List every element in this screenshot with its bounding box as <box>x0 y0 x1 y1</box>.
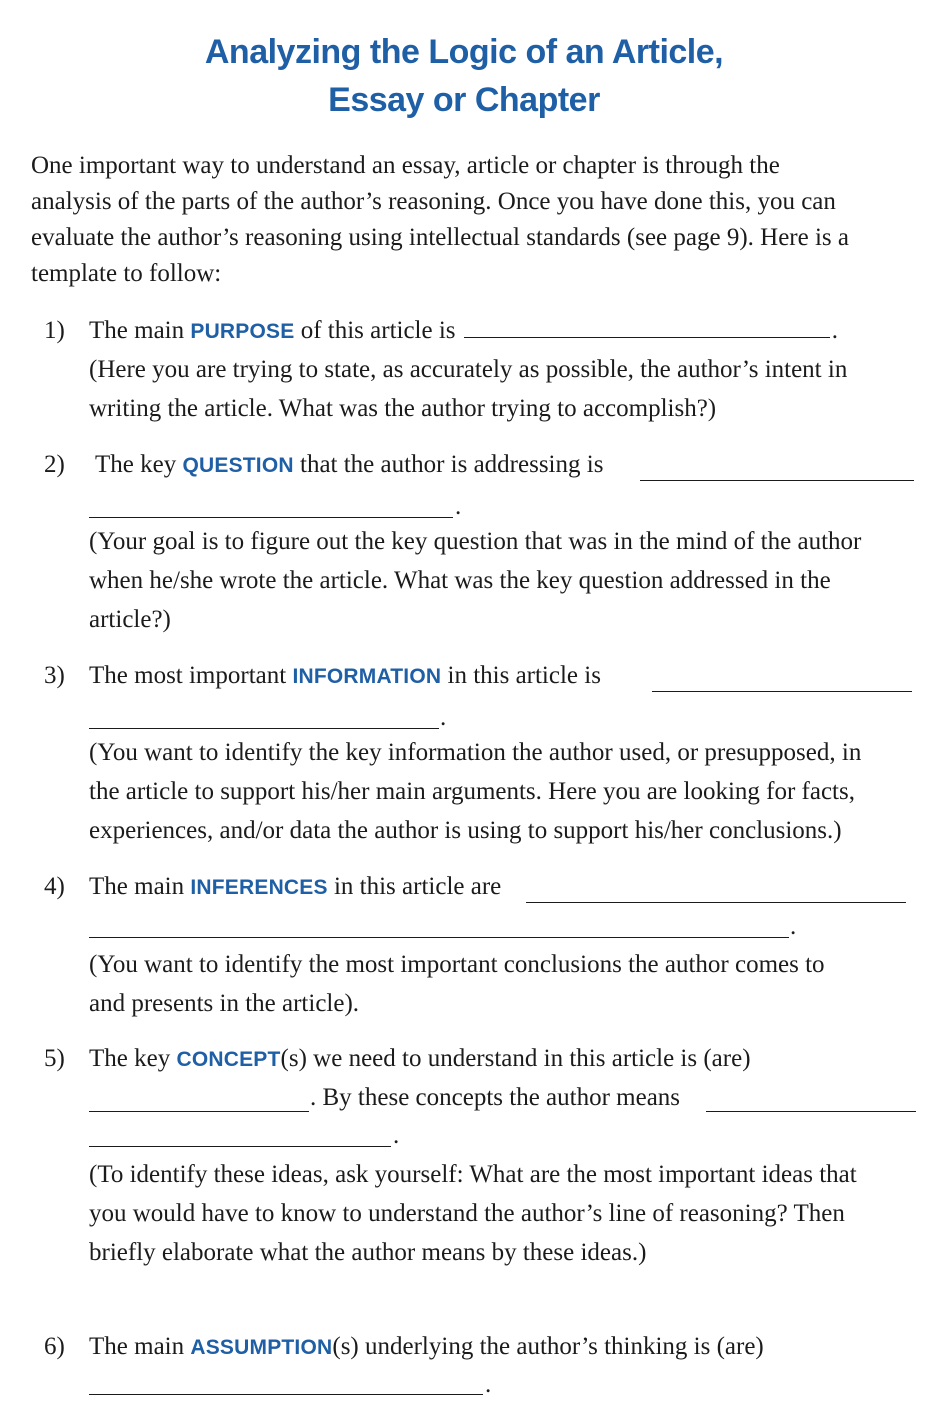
answer-blank[interactable] <box>89 1146 391 1147</box>
item-prompt <box>89 1328 764 1367</box>
answer-blank[interactable] <box>640 480 914 481</box>
item-prompt <box>89 312 838 351</box>
prompt-text: The main <box>89 317 185 344</box>
intro-paragraph <box>31 148 911 292</box>
keyword-question: QUESTION <box>182 454 294 477</box>
prompt-text: The most important <box>89 662 287 689</box>
keyword-information: INFORMATION <box>292 665 442 688</box>
period: . <box>790 913 797 940</box>
explanation-line: article?) <box>89 606 171 633</box>
page-title <box>0 28 928 124</box>
intro-line: One important way to understand an essay, article or chapter is through the <box>31 152 780 179</box>
period: . <box>455 493 462 520</box>
keyword-assumption: ASSUMPTION <box>190 1336 333 1359</box>
prompt-text: The main <box>89 873 185 900</box>
answer-blank[interactable] <box>652 691 912 692</box>
answer-blank[interactable] <box>89 1111 309 1112</box>
prompt-text: (s) underlying the author’s thinking is (are) <box>332 1333 764 1360</box>
prompt-text: The key <box>95 451 177 478</box>
period: . <box>831 317 839 344</box>
explanation-line: briefly elaborate what the author means by these ideas.) <box>89 1239 647 1266</box>
item-number: 4) <box>44 873 65 900</box>
prompt-text: of this article is <box>300 317 456 344</box>
item-number: 3) <box>44 662 65 689</box>
item-prompt <box>89 657 601 696</box>
prompt-text: in this article are <box>333 873 502 900</box>
item-number: 6) <box>44 1333 65 1360</box>
prompt-text: (s) we need to understand in this article is (are) <box>280 1045 751 1072</box>
prompt-text: The main <box>89 1333 185 1360</box>
explanation-line: and presents in the article). <box>89 990 360 1017</box>
item-number: 1) <box>44 317 65 344</box>
period: . <box>485 1371 492 1398</box>
keyword-concept: CONCEPT <box>176 1048 281 1071</box>
answer-blank[interactable] <box>464 315 830 338</box>
answer-blank[interactable] <box>89 937 789 938</box>
answer-blank[interactable] <box>89 728 439 729</box>
answer-blank[interactable] <box>706 1111 916 1112</box>
period: . <box>393 1122 400 1149</box>
explanation-line: (To identify these ideas, ask yourself: What are the most important ideas that <box>89 1161 857 1188</box>
explanation-line: (Your goal is to figure out the key question that was in the mind of the author <box>89 528 862 555</box>
answer-blank[interactable] <box>89 1394 483 1395</box>
answer-blank[interactable] <box>89 517 453 518</box>
intro-line: evaluate the author’s reasoning using intellectual standards (see page 9). Here is a <box>31 224 849 251</box>
intro-line: template to follow: <box>31 260 222 287</box>
title-line-2: Essay or Chapter <box>328 81 600 119</box>
answer-blank[interactable] <box>526 902 906 903</box>
item-prompt <box>95 446 603 485</box>
explanation-line: (You want to identify the key information the author used, or presupposed, in <box>89 739 862 766</box>
keyword-inferences: INFERENCES <box>190 876 328 899</box>
intro-line: analysis of the parts of the author’s reasoning. Once you have done this, you can <box>31 188 836 215</box>
prompt-text: . By these concepts the author means <box>310 1084 681 1111</box>
explanation-line: experiences, and/or data the author is using to support his/her conclusions.) <box>89 817 842 844</box>
explanation-line: (You want to identify the most important conclusions the author comes to <box>89 951 825 978</box>
item-prompt <box>89 1040 751 1079</box>
keyword-purpose: PURPOSE <box>190 320 295 343</box>
item-number: 5) <box>44 1045 65 1072</box>
explanation-line: (Here you are trying to state, as accurately as possible, the author’s intent in <box>89 356 848 383</box>
explanation-line: you would have to know to understand the author’s line of reasoning? Then <box>89 1200 845 1227</box>
title-line-1: Analyzing the Logic of an Article, <box>204 33 724 71</box>
explanation-line: the article to support his/her main arguments. Here you are looking for facts, <box>89 778 855 805</box>
prompt-text: in this article is <box>447 662 601 689</box>
period: . <box>440 704 447 731</box>
prompt-text: that the author is addressing is <box>300 451 604 478</box>
prompt-text: The key <box>89 1045 171 1072</box>
explanation-line: when he/she wrote the article. What was the key question addressed in the <box>89 567 831 594</box>
explanation-line: writing the article. What was the author trying to accomplish?) <box>89 395 717 422</box>
item-prompt <box>89 868 501 907</box>
item-number: 2) <box>44 451 65 478</box>
